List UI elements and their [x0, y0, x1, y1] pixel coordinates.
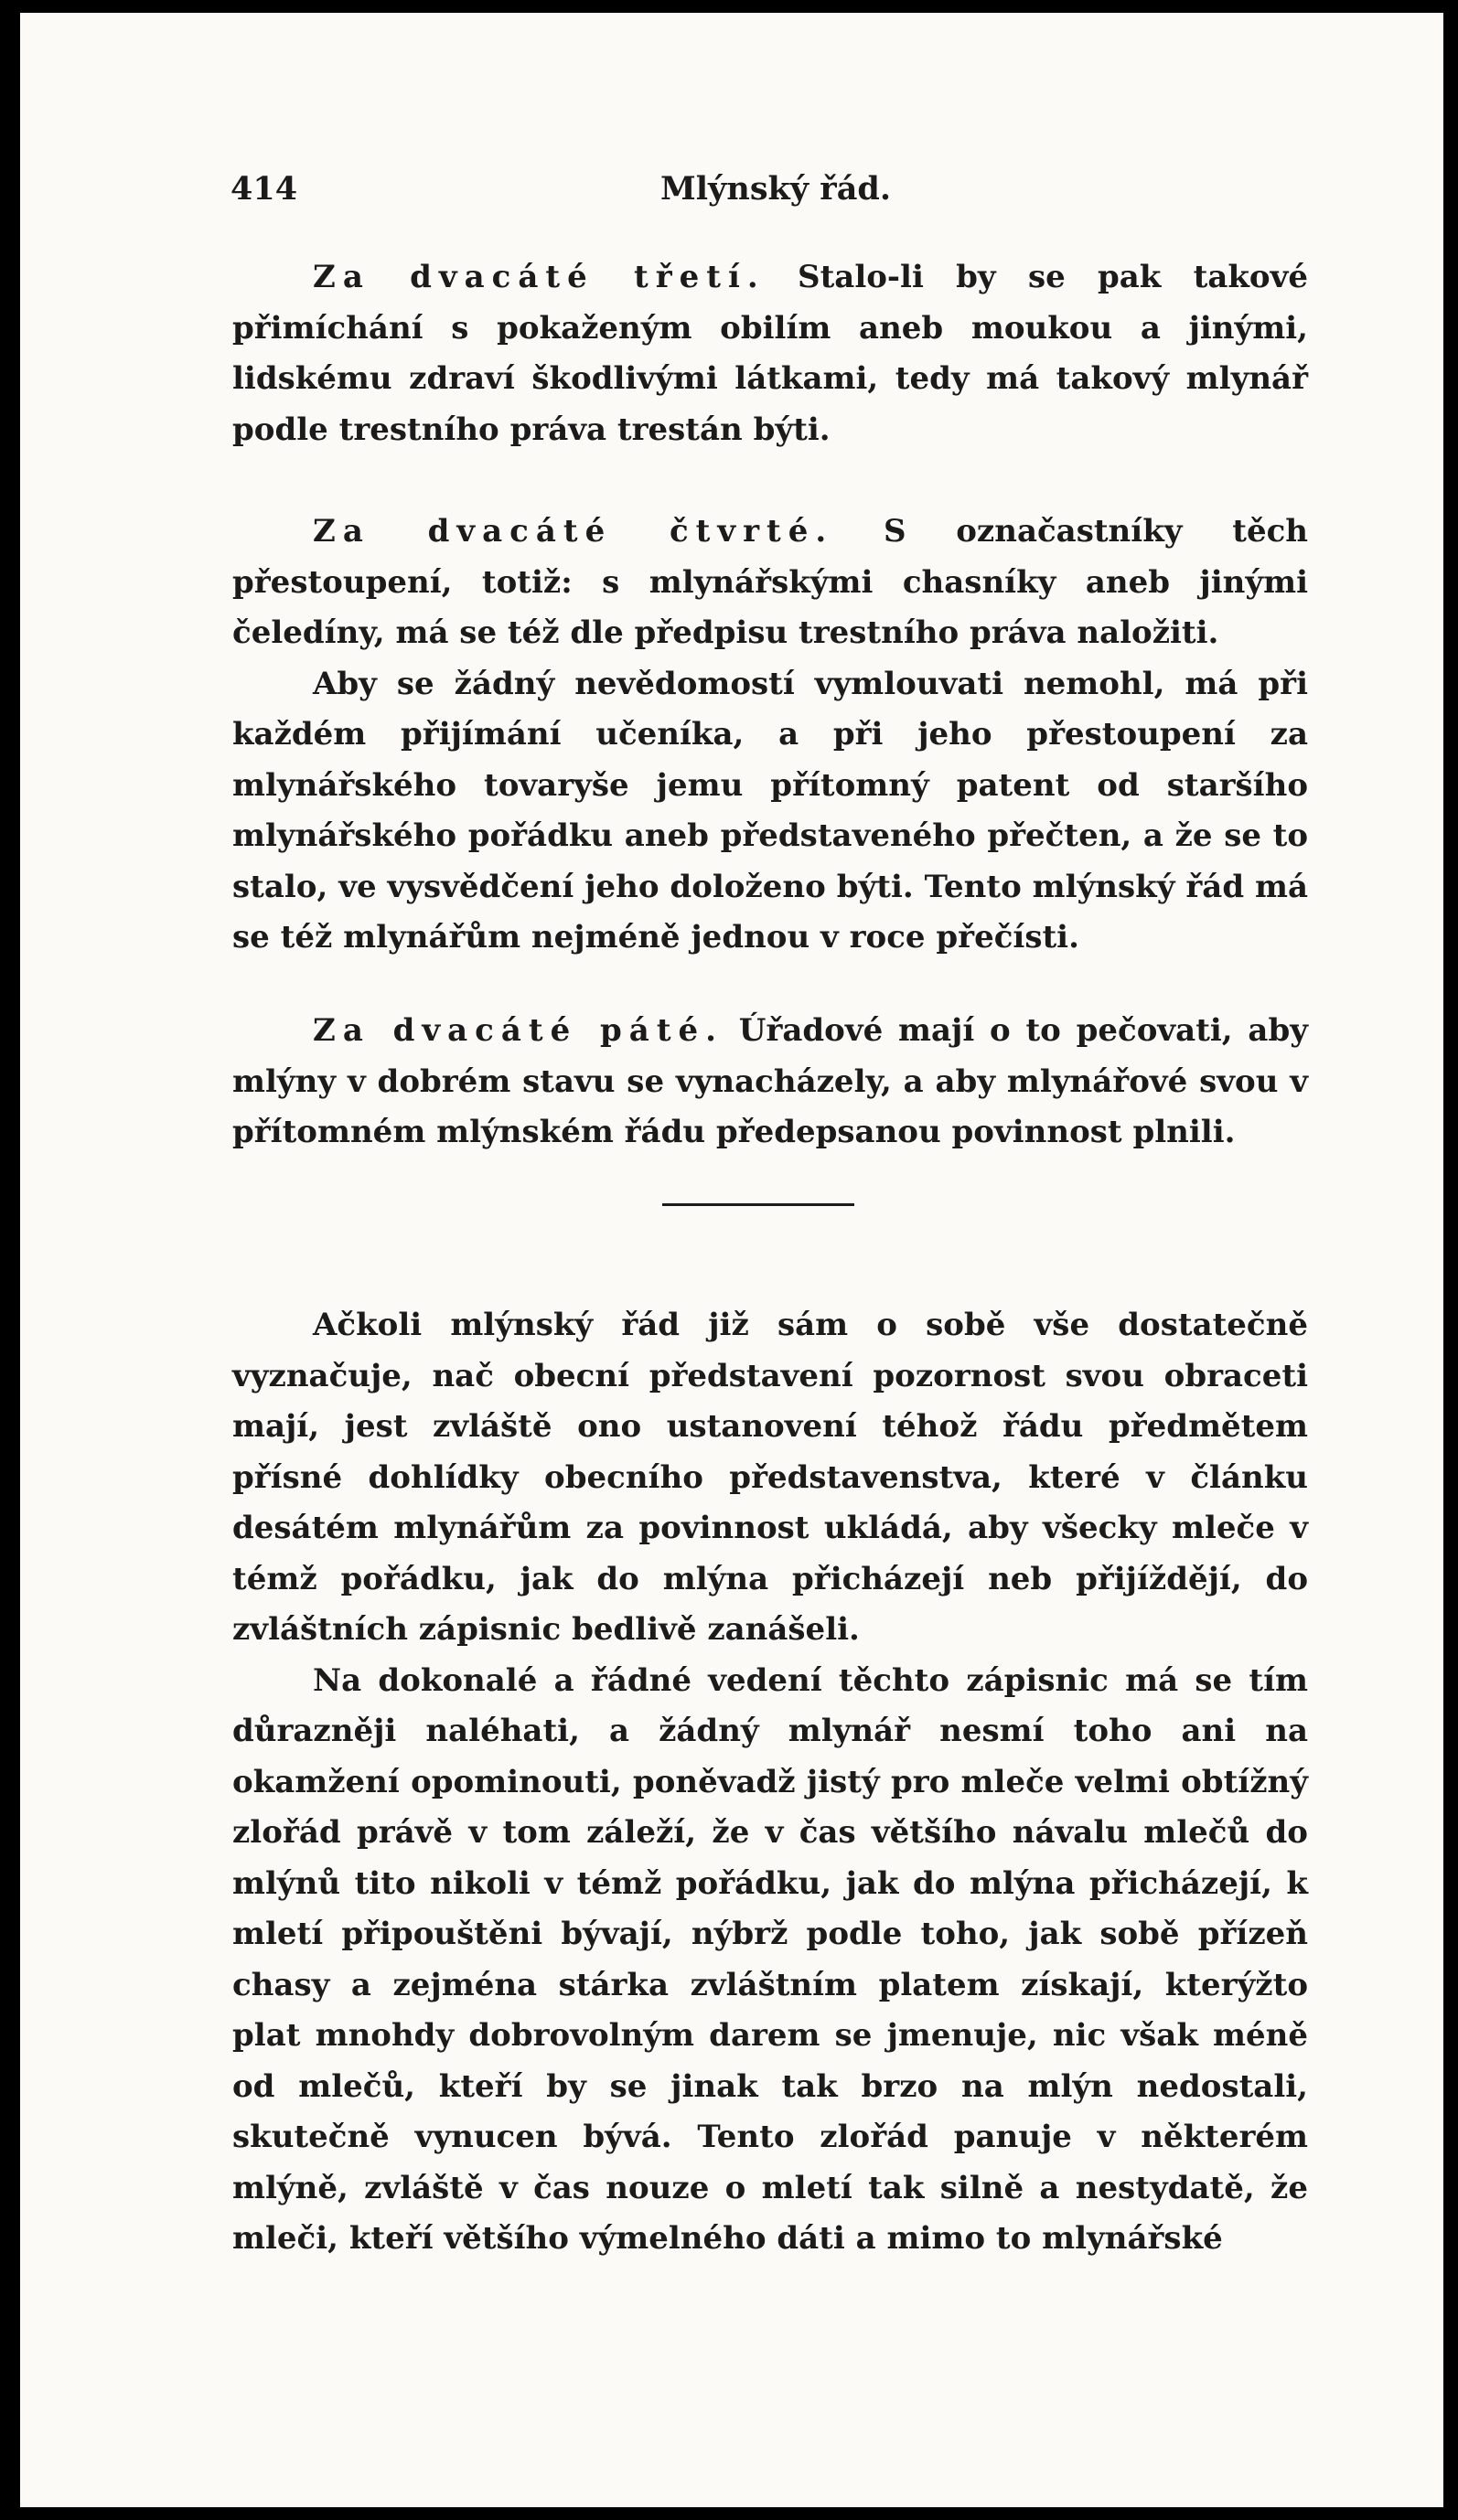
commentary-paragraph-2: Na dokonalé a řádné vedení těchto zápisnic má se tím důrazněji naléhati, a žádný mlynář nesmí toho ani na okamžení opominouti, poněvadž jistý pro mleče velmi obtížný zlořád právě v tom záleží, že v čas většího návalu mlečů do mlýnů tito nikoli v témž pořádku, jak do mlýna přicházejí, k mletí připouštěni bývají, nýbrž podle toho, jak sobě přízeň chasy a zejména stárka zvláštním platem získají, kterýžto plat mnohdy dobrovolným darem se jmenuje, nic však méně od mlečů, kteří by se jinak tak brzo na mlýn nedostali, skutečně vynucen bývá. Tento zlořád panuje v některém mlýně, zvláště v čas nouze o mletí tak silně a nestydatě, že mleči, kteří většího výmelného dáti a mimo to mlynářské [232, 1661, 1308, 2257]
section-23-heading: Za dvacáté třetí. [313, 259, 766, 295]
running-head [20, 170, 1443, 225]
section-24-heading: Za dvacáté čtvrté. [313, 513, 834, 550]
page-number: 414 [230, 170, 298, 208]
section-23-paragraph [232, 252, 1308, 455]
document-page [20, 13, 1443, 2507]
commentary [232, 1300, 1308, 2265]
section-25-paragraph [232, 1006, 1308, 1159]
section-25-text: Úřadové mají o to pečovati, aby mlýny v dobrém stavu se vynacházely, a aby mlynářové svou v přítomném mlýnském řádu předepsanou povinnost plnili. [232, 1012, 1308, 1150]
section-25 [232, 1006, 1308, 1159]
section-23-text: Stalo-li by se pak takové přimíchání s pokaženým obilím aneb moukou a jinými, lidskému zdraví škodlivými látkami, tedy má takový mlynář podle trestního práva trestán býti. [232, 259, 1308, 448]
section-divider [662, 1203, 854, 1206]
section-24-paragraph [232, 507, 1308, 659]
section-24 [232, 507, 1308, 964]
section-23 [232, 252, 1308, 455]
section-24-text: S označastníky těch přestoupení, totiž: s mlynářskými chasníky aneb jinými čeledíny, má se též dle předpisu trestního práva naložiti. [232, 513, 1309, 651]
running-title: Mlýnský řád. [660, 170, 892, 208]
commentary-paragraph-1: Ačkoli mlýnský řád již sám o sobě vše dostatečně vyznačuje, nač obecní představení pozornost svou obraceti mají, jest zvláště ono ustanovení téhož řádu předmětem přísné dohlídky obecního představenstva, které v článku desátém mlynářům za povinnost ukládá, aby všecky mleče v témž pořádku, jak do mlýna přicházejí neb přijíždějí, do zvláštních zápisnic bedlivě zanášeli. [232, 1307, 1308, 1648]
section-25-heading: Za dvacáté páté. [313, 1012, 724, 1049]
section-24-paragraph-2: Aby se žádný nevědomostí vymlouvati nemohl, má při každém přijímání učeníka, a při jeho přestoupení za mlynářského tovaryše jemu přítomný patent od staršího mlynářského pořádku aneb představeného přečten, a že se to stalo, ve vysvědčení jeho doloženo býti. Tento mlýnský řád má se též mlynářům nejméně jednou v roce přečísti. [232, 665, 1308, 956]
